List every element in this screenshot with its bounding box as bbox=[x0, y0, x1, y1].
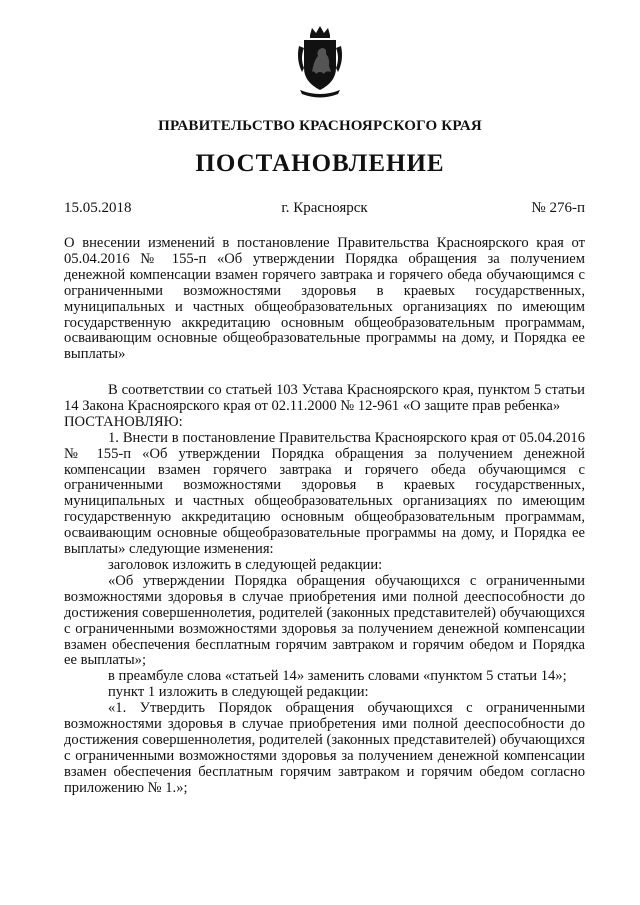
point-1-new-text: «1. Утвердить Порядок обращения обучающихся с ограниченными возможностями здоровья в случае приобретения ими полной дееспособности до достижения совершеннолетия, родителей (законных представителей) обучающихся с ограниченными возможностями здоровья за получением денежной компенсации взамен обеспечения бесплатным горячим завтраком и горячим обедом согласно приложению № 1.»; bbox=[64, 700, 585, 796]
title-change-intro: заголовок изложить в следующей редакции: bbox=[108, 556, 383, 573]
document-number: № 276-п bbox=[531, 200, 585, 216]
item-1-paragraph: 1. Внести в постановление Правительства Красноярского края от 05.04.2016 № 155-п «Об утверждении Порядка обращения за получением денежной компенсации взамен горячего завтрака и горячего обеда обучающимся с ограниченными возможностями здоровья в краевых государственных, муниципальных и частных общеобразовательных организациях по имеющим государственную аккредитацию основным общеобразовательным программам, осваивающим основные общеобразовательные программы на дому, и Порядка ее выплаты» следующие изменения: bbox=[64, 429, 585, 558]
government-name: ПРАВИТЕЛЬСТВО КРАСНОЯРСКОГО КРАЯ bbox=[158, 118, 482, 134]
preamble-paragraph: В соответствии со статьей 103 Устава Красноярского края, пунктом 5 статьи 14 Закона Красноярского края от 02.11.2000 № 12-961 «О защите прав ребенка» bbox=[64, 382, 585, 414]
resolve-heading: ПОСТАНОВЛЯЮ: bbox=[64, 413, 183, 430]
document-body bbox=[64, 383, 585, 797]
document-type-title: ПОСТАНОВЛЕНИЕ bbox=[195, 150, 445, 177]
coat-of-arms-icon bbox=[296, 26, 344, 98]
document-meta-line bbox=[64, 200, 585, 220]
document-subject bbox=[64, 236, 585, 363]
document-date: 15.05.2018 bbox=[64, 200, 132, 216]
subject-text: О внесении изменений в постановление Правительства Красноярского края от 05.04.2016 № 155-п «Об утверждении Порядка обращения за получением денежной компенсации взамен горячего завтрака и горячего обеда обучающимся с ограниченными возможностями здоровья в краевых государственных, муниципальных и частных общеобразовательных организациях по имеющим государственную аккредитацию основным общеобразовательным программам, осваивающим основные общеобразовательные программы на дому, и Порядка ее выплаты» bbox=[64, 235, 585, 363]
preamble-change: в преамбуле слова «статьей 14» заменить словами «пунктом 5 статьи 14»; bbox=[108, 668, 567, 685]
document-city: г. Красноярск bbox=[281, 200, 368, 216]
point-1-change-intro: пункт 1 изложить в следующей редакции: bbox=[108, 684, 369, 701]
new-title-quote: «Об утверждении Порядка обращения обучающихся с ограниченными возможностями здоровья в случае приобретения ими полной дееспособности до достижения совершеннолетия, родителей (законных представителей) обучающихся с ограниченными возможностями здоровья за получением денежной компенсации взамен обеспечения бесплатным горячим завтраком и горячим обедом и Порядка ее выплаты»; bbox=[64, 572, 585, 669]
